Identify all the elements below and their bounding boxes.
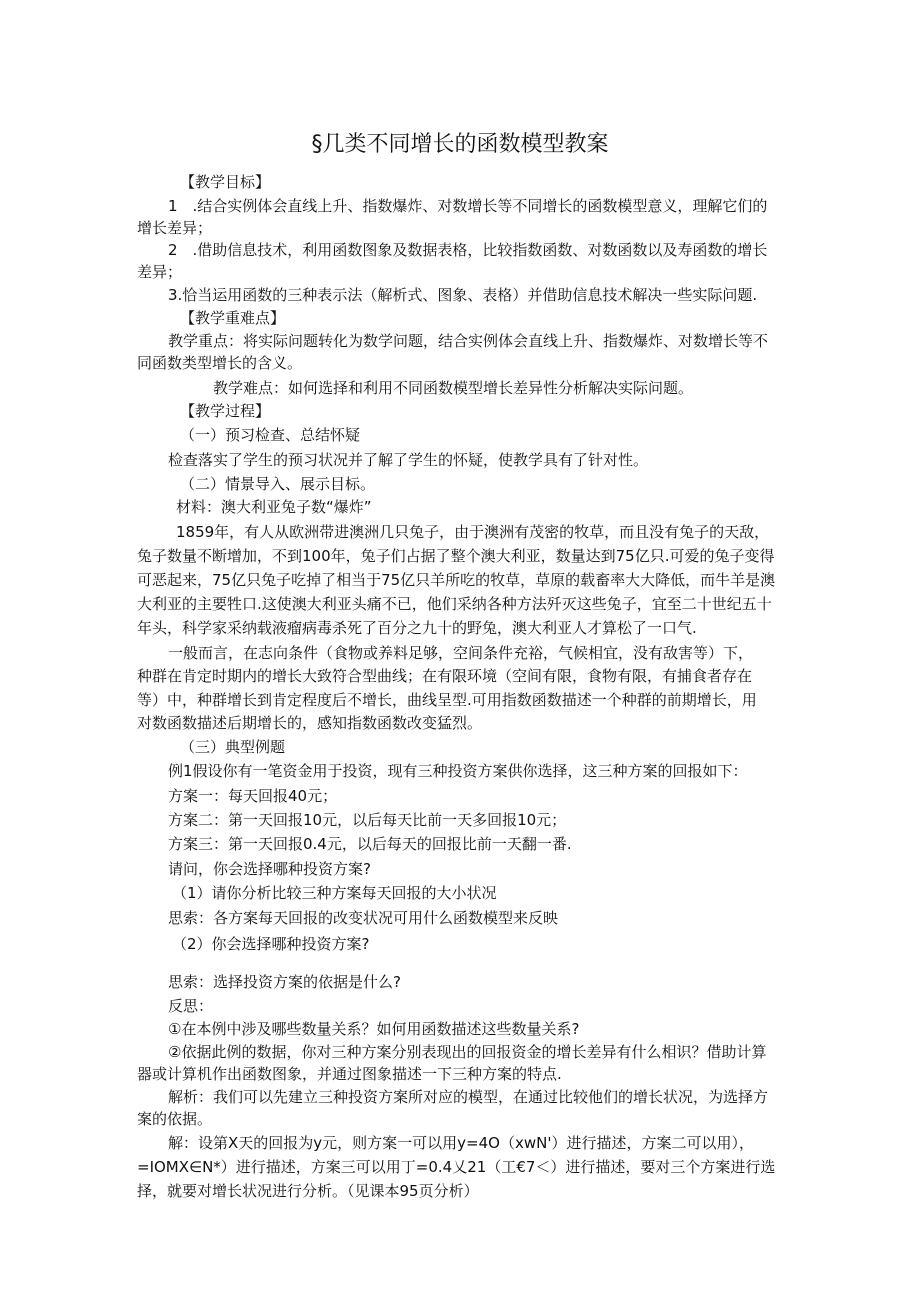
page-title: §几类不同增长的函数模型教案 <box>311 132 609 157</box>
plan-2: 方案二：第一天回报10元，以后每天比前一天多回报10元； <box>168 811 567 829</box>
rabbit-story-line5: 年头，科学家采纳载液瘤病毒杀死了百分之九十的野兔，澳大利亚人才算松了一口气. <box>137 619 697 637</box>
rabbit-story-line3: 可恶起来，75亿只兔子吃掉了相当于75亿只羊所吃的牧草，草原的载畜率大大降低，而牛羊是澳 <box>137 571 776 589</box>
plan-3: 方案三：第一天回报0.4元，以后每天的回报比前一天翻一番. <box>168 835 572 853</box>
reflection-label: 反思： <box>168 997 214 1015</box>
key-point-line1: 教学重点：将实际问题转化为数学问题，结合实例体会直线上升、指数爆炸、对数增长等不 <box>168 332 769 350</box>
solution-line1: 解：设第X天的回报为y元，则方案一可以用y=4O（xwN'）进行描述，方案二可以用）， <box>168 1134 754 1152</box>
heading-objectives: 【教学目标】 <box>180 173 271 191</box>
growth-text-line4: 对数函数描述后期增长的，感知指数函数改变猛烈。 <box>137 714 483 732</box>
question: 请问，你会选择哪种投资方案? <box>168 860 371 878</box>
objective-2-line2: 差异； <box>137 263 183 281</box>
think-1: 思索：各方案每天回报的改变状况可用什么函数模型来反映 <box>168 909 559 927</box>
solution-line3: 择，就要对增长状况进行分析。（见课本95页分析） <box>137 1182 479 1200</box>
growth-text-line3: 等）中，种群增长到肯定程度后不增长，曲线呈型.可用指数函数描述一个种群的前期增长，用 <box>137 691 757 709</box>
key-point-line2: 同函数类型增长的含义。 <box>137 354 303 372</box>
sub-question-2: （2）你会选择哪种投资方案? <box>172 935 370 953</box>
section-1-heading: （一）预习检查、总结怀疑 <box>180 426 361 444</box>
objective-1-line2: 增长差异； <box>137 219 213 237</box>
growth-text-line2: 种群在肯定时期内的增长大致符合型曲线；在有限环境（空间有限，食物有限，有捕食者存在 <box>137 667 753 685</box>
growth-text-line1: 一般而言，在志向条件（食物或养料足够，空间条件充裕，气候相宜，没有敌害等）下， <box>168 644 754 662</box>
example-1-intro: 例1假设你有一笔资金用于投资，现有三种投资方案供你选择，这三种方案的回报如下： <box>168 762 748 780</box>
rabbit-story-line4: 大利亚的主要牲口.这使澳大利亚头痛不已，他们采纳各种方法歼灭这些兔子，宜至二十世纪五十 <box>137 595 772 613</box>
objective-3: 3.恰当运用函数的三种表示法（解析式、图象、表格）并借助信息技术解决一些实际问题. <box>168 286 758 304</box>
plan-1: 方案一：每天回报40元； <box>168 787 338 805</box>
rabbit-story-line1: 1859年，有人从欧洲带进澳洲几只兔子，由于澳洲有茂密的牧草，而且没有兔子的天敌， <box>176 523 770 541</box>
reflection-2-line1: ②依据此例的数据，你对三种方案分别表现出的回报资金的增长差异有什么相识？借助计算 <box>168 1043 767 1061</box>
analysis-line1: 解析：我们可以先建立三种投资方案所对应的模型，在通过比较他们的增长状况，为选择方 <box>168 1088 769 1106</box>
heading-key-points: 【教学重难点】 <box>180 309 286 327</box>
section-3-heading: （三）典型例题 <box>180 738 286 756</box>
sub-question-1: （1）请你分析比较三种方案每天回报的大小状况 <box>172 884 497 902</box>
reflection-2-line2: 器或计算机作出函数图象，并通过图象描述一下三种方案的特点. <box>137 1065 562 1083</box>
think-2: 思索：选择投资方案的依据是什么? <box>168 973 401 991</box>
objective-2-line1: 2 .借助信息技术，利用函数图象及数据表格，比较指数函数、对数函数以及寿函数的增长 <box>168 241 768 259</box>
solution-line2: =IOMX∈N*）进行描述，方案三可以用丁=0.4乂21（工€7＜）进行描述，要对三个方案进行选 <box>137 1158 776 1176</box>
heading-process: 【教学过程】 <box>180 402 271 420</box>
reflection-1: ①在本例中涉及哪些数量关系？如何用函数描述这些数量关系? <box>168 1020 580 1038</box>
objective-1-line1: 1 .结合实例体会直线上升、指数爆炸、对数增长等不同增长的函数模型意义，理解它们的 <box>168 197 768 215</box>
section-2-heading: （二）情景导入、展示目标。 <box>180 475 376 493</box>
material-title: 材料：澳大利亚兔子数“爆炸” <box>176 498 372 516</box>
rabbit-story-line2: 兔子数量不断增加，不到100年，兔子们占据了整个澳大利亚，数量达到75亿只.可爱的兔子变得 <box>137 547 775 565</box>
section-1-text: 检查落实了学生的预习状况并了解了学生的怀疑，使教学具有了针对性。 <box>168 451 649 469</box>
difficult-point: 教学难点：如何选择和利用不同函数模型增长差异性分析解决实际问题。 <box>213 379 694 397</box>
analysis-line2: 案的依据。 <box>137 1110 213 1128</box>
